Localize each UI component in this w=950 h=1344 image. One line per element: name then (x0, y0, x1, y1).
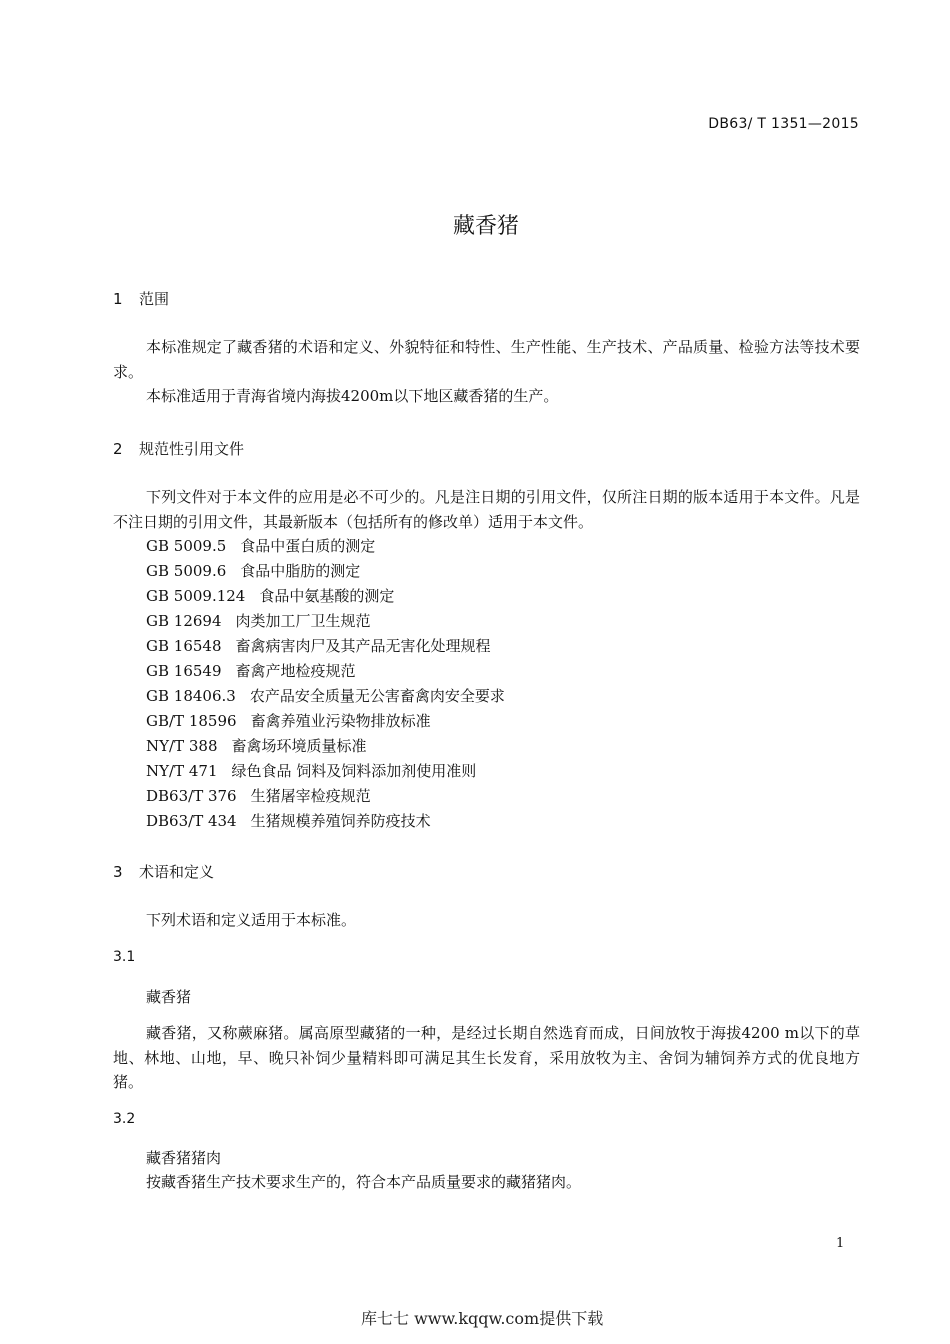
term-definition: 藏香猪，又称蕨麻猪。属高原型藏猪的一种，是经过长期自然选育而成，日间放牧于海拔4200 m以下的草地、林地、山地，早、晚只补饲少量精料即可满足其生长发育，采用放牧为主、舍饲为辅饲养方式的优良地方猪。 (113, 1024, 860, 1092)
document-title: 藏香猪 (452, 214, 519, 239)
term-number: 3.1 (113, 949, 136, 965)
term-name: 藏香猪猪肉 (146, 1149, 222, 1167)
reference-item: GB 12694 肉类加工厂卫生规范 (146, 612, 371, 630)
reference-item: NY/T 388 畜禽场环境质量标准 (146, 737, 367, 755)
section-title: 规范性引用文件 (139, 440, 245, 458)
section-number: 3 (113, 863, 123, 881)
section-3-heading (113, 861, 214, 882)
reference-item: GB 5009.5 食品中蛋白质的测定 (146, 537, 376, 555)
reference-item: GB 18406.3 农产品安全质量无公害畜禽肉安全要求 (146, 687, 505, 705)
reference-item: GB 16549 畜禽产地检疫规范 (146, 662, 356, 680)
download-footer: 库七七 www.kqqw.com提供下载 (361, 1309, 604, 1328)
section-1-heading (113, 288, 169, 309)
reference-item: GB/T 18596 畜禽养殖业污染物排放标准 (146, 712, 431, 730)
reference-item: GB 16548 畜禽病害肉尸及其产品无害化处理规程 (146, 637, 491, 655)
term-number: 3.2 (113, 1111, 136, 1127)
section-number: 2 (113, 440, 123, 458)
section-2-heading (113, 438, 244, 459)
reference-item: DB63/T 434 生猪规模养殖饲养防疫技术 (146, 812, 431, 830)
term-name: 藏香猪 (146, 988, 192, 1006)
page-number: 1 (836, 1236, 845, 1251)
scope-paragraph-2: 本标准适用于青海省境内海拔4200m以下地区藏香猪的生产。 (146, 387, 559, 405)
reference-item: NY/T 471 绿色食品 饲料及饲料添加剂使用准则 (146, 762, 477, 780)
terms-intro: 下列术语和定义适用于本标准。 (146, 911, 357, 929)
term-definition: 按藏香猪生产技术要求生产的，符合本产品质量要求的藏猪猪肉。 (146, 1173, 582, 1191)
section-title: 术语和定义 (139, 863, 215, 881)
section-number: 1 (113, 290, 123, 308)
normative-references-intro: 下列文件对于本文件的应用是必不可少的。凡是注日期的引用文件，仅所注日期的版本适用于本文件。凡是不注日期的引用文件，其最新版本（包括所有的修改单）适用于本文件。 (113, 488, 860, 531)
reference-item: GB 5009.124 食品中氨基酸的测定 (146, 587, 395, 605)
reference-item: GB 5009.6 食品中脂肪的测定 (146, 562, 361, 580)
section-title: 范围 (139, 290, 170, 308)
standard-number: DB63/ T 1351—2015 (708, 116, 859, 132)
scope-paragraph-1: 本标准规定了藏香猪的术语和定义、外貌特征和特性、生产性能、生产技术、产品质量、检验方法等技术要求。 (113, 338, 860, 381)
reference-item: DB63/T 376 生猪屠宰检疫规范 (146, 787, 371, 805)
